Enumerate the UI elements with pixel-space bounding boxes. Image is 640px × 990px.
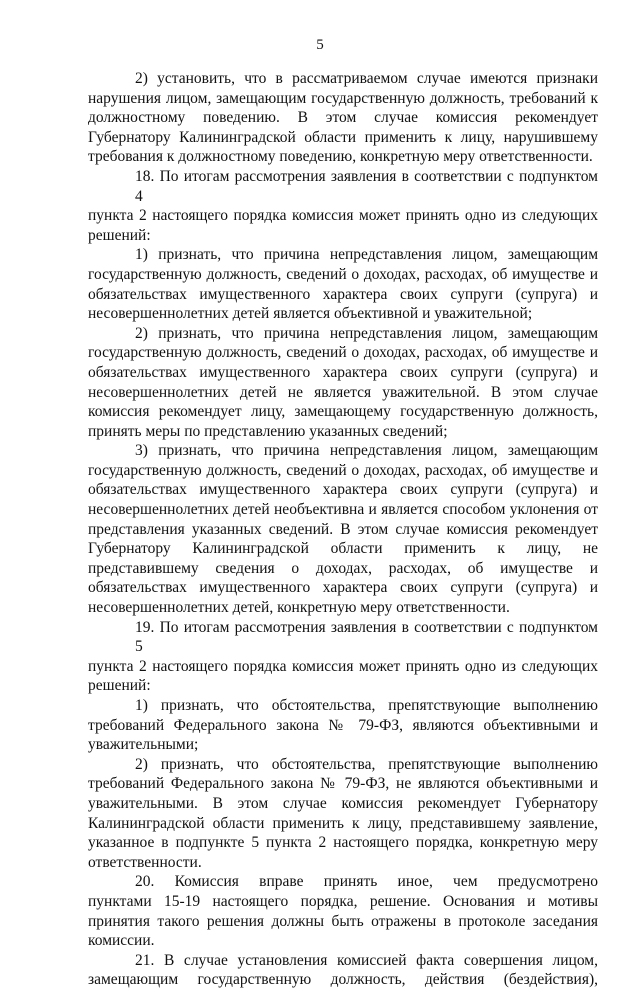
- text-line: 2) установить, что в рассматриваемом случае имеются признаки: [135, 70, 598, 87]
- paragraph: [88, 951, 598, 990]
- text-line: государственную должность, сведений о доходах, расходах, об имуществе и: [88, 265, 598, 283]
- text-line: комиссия рекомендует лицу, замещающему государственную должность,: [88, 403, 598, 421]
- text-line: обязательствах имущественного характера своих супруги (супруга) и: [88, 285, 598, 303]
- text-line: принятия такого решения должны быть отражены в протоколе заседания: [88, 912, 598, 930]
- text-line: решений:: [88, 677, 151, 695]
- paragraph: [88, 167, 598, 245]
- text-line: 20. Комиссия вправе принять иное, чем предусмотрено: [135, 873, 598, 891]
- text-line: решений:: [88, 226, 151, 244]
- text-line: требования к должностному поведению, конкретную меру ответственности.: [88, 148, 593, 166]
- text-line: требований Федерального закона № 79-ФЗ, не являются объективными и: [88, 775, 598, 793]
- paragraph: [88, 755, 598, 873]
- text-line: должностному поведению. В этом случае комиссия рекомендует: [88, 109, 598, 127]
- text-line: 1) признать, что обстоятельства, препятствующие выполнению: [135, 697, 598, 714]
- paragraph: [88, 245, 598, 323]
- text-line: Калининградской области применить к лицу, представившему заявление,: [88, 814, 598, 832]
- text-line: требований Федерального закона № 79-ФЗ, являются объективными и: [88, 716, 598, 734]
- paragraph: [88, 324, 598, 442]
- text-line: пункта 2 настоящего порядка комиссия может принять одно из следующих: [88, 207, 598, 225]
- text-line: 19. По итогам рассмотрения заявления в соответствии с подпунктом 5: [135, 618, 598, 656]
- text-line: Губернатору Калининградской области применить к лицу, нарушившему: [88, 128, 598, 146]
- text-line: комиссии.: [88, 932, 155, 950]
- text-line: 2) признать, что причина непредставления лицом, замещающим: [135, 324, 598, 342]
- text-line: 3) признать, что причина непредставления лицом, замещающим: [135, 442, 598, 460]
- text-line: представления указанных сведений. В этом случае комиссия рекомендует: [88, 520, 598, 538]
- text-line: принять меры по представлению указанных сведений;: [88, 422, 448, 440]
- paragraph: [88, 872, 598, 950]
- text-line: государственную должность, сведений о доходах, расходах, об имуществе и: [88, 344, 598, 362]
- paragraph: [88, 618, 598, 696]
- text-line: несовершеннолетних детей, конкретную меру ответственности.: [88, 599, 510, 617]
- text-line: представившему сведения о доходах, расходах, об имуществе и: [88, 559, 598, 577]
- document-body: [88, 69, 598, 990]
- text-line: пунктами 15-19 настоящего порядка, решение. Основания и мотивы: [88, 892, 598, 910]
- text-line: уважительными. В этом случае комиссия рекомендует Губернатору: [88, 794, 598, 812]
- text-line: замещающим государственную должность, действия (бездействия),: [88, 971, 598, 989]
- paragraph: [88, 69, 598, 167]
- text-line: 21. В случае установления комиссией факта совершения лицом,: [135, 951, 598, 969]
- text-line: государственную должность, сведений о доходах, расходах, об имуществе и: [88, 461, 598, 479]
- text-line: обязательствах имущественного характера своих супруги (супруга) и: [88, 481, 598, 499]
- text-line: несовершеннолетних детей является объективной и уважительной;: [88, 305, 533, 323]
- text-line: 18. По итогам рассмотрения заявления в соответствии с подпунктом 4: [135, 167, 598, 205]
- page-number: 5: [316, 37, 324, 53]
- text-line: 2) признать, что обстоятельства, препятствующие выполнению: [135, 755, 598, 773]
- paragraph: [88, 696, 598, 755]
- text-line: указанное в подпункте 5 пункта 2 настоящего порядка, конкретную меру: [88, 834, 598, 852]
- text-line: несовершеннолетних детей необъективна и является способом уклонения от: [88, 501, 598, 519]
- text-line: 1) признать, что причина непредставления лицом, замещающим: [135, 246, 598, 264]
- text-line: обязательствах имущественного характера своих супруги (супруга) и: [88, 363, 598, 381]
- text-line: Губернатору Калининградской области применить к лицу, не: [88, 540, 598, 558]
- text-line: обязательствах имущественного характера своих супруги (супруга) и: [88, 579, 598, 597]
- paragraph: [88, 441, 598, 617]
- text-line: нарушения лицом, замещающим государственную должность, требований к: [88, 89, 598, 107]
- text-line: уважительными;: [88, 736, 199, 754]
- text-line: ответственности.: [88, 853, 202, 871]
- text-line: несовершеннолетних детей не является уважительной. В этом случае: [88, 383, 598, 401]
- text-line: пункта 2 настоящего порядка комиссия может принять одно из следующих: [88, 657, 598, 675]
